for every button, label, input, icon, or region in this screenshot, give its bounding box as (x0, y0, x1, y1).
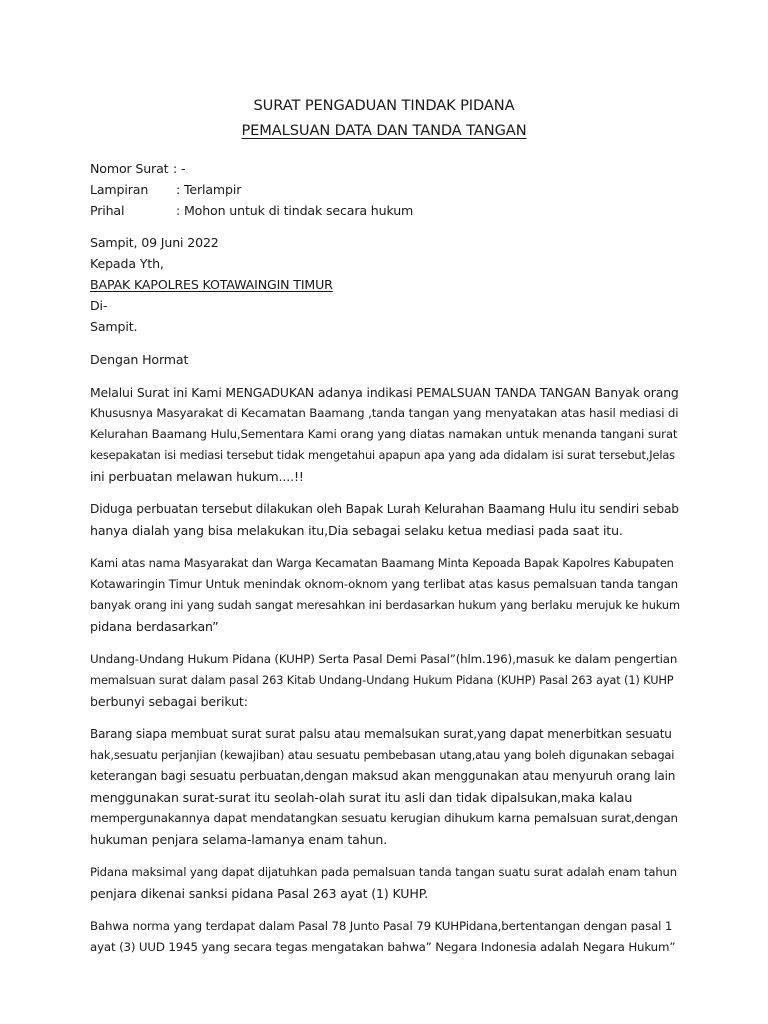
meta-value: : Mohon untuk di tindak secara hukum (176, 203, 414, 218)
meta-label: Nomor Surat (90, 161, 169, 176)
paragraph-4 (90, 649, 678, 712)
text-line: Kami atas nama Masyarakat dan Warga Kecamatan Baamang Minta Kepoada Bapak Kapolres Kabupaten (90, 556, 674, 570)
title-line-2: PEMALSUAN DATA DAN TANDA TANGAN (241, 122, 527, 139)
letter-meta (90, 158, 678, 221)
paragraph-1 (90, 382, 678, 487)
text-line: menggunakan surat-surat itu seolah-olah surat itu asli dan tidak dipalsukan,maka kalau (90, 790, 633, 805)
text-line: kesepakatan isi mediasi tersebut tidak mengetahui apapun apa yang ada didalam isi surat tersebut,Jelas (90, 448, 675, 462)
meta-row-lampiran (90, 179, 678, 200)
paragraph-7 (90, 916, 678, 958)
letter-body (90, 93, 678, 958)
text-line: keterangan bagi sesuatu perbuatan,dengan maksud akan menggunakan atau menyuruh orang lain (90, 769, 676, 783)
meta-row-prihal (90, 200, 678, 221)
address-block (90, 232, 678, 337)
paragraph-6 (90, 862, 678, 904)
salutation-to: Kepada Yth, (90, 256, 164, 271)
text-line: Pidana maksimal yang dapat dijatuhkan pada pemalsuan tanda tangan suatu surat adalah enam tahun (90, 865, 677, 879)
text-line: Bahwa norma yang terdapat dalam Pasal 78 Junto Pasal 79 KUHPidana,bertentangan dengan pasal 1 (90, 919, 673, 933)
letter-title (90, 93, 678, 143)
text-segment: Diduga perbuatan tersebut dilakukan oleh (90, 502, 346, 516)
text-line: hukuman penjara selama-lamanya enam tahun. (90, 832, 388, 847)
recipient: BAPAK KAPOLRES KOTAWAINGIN TIMUR (90, 277, 333, 292)
paragraph-3 (90, 553, 678, 637)
text-line: Kelurahan Baamang Hulu,Sementara Kami orang yang diatas namakan untuk menanda tangani surat (90, 427, 678, 441)
paragraph-5 (90, 724, 678, 850)
text-line: ayat (3) UUD 1945 yang secara tegas mengatakan bahwa” Negara Indonesia adalah Negara Hukum” (90, 940, 676, 954)
text-line: berbunyi sebagai berikut: (90, 694, 248, 709)
text-line: banyak orang ini yang sudah sangat meresahkan ini berdasarkan hukum yang berlaku merujuk ke hukum (90, 598, 680, 612)
text-line: Barang siapa membuat surat surat palsu atau memalsukan surat,yang dapat menerbitkan sesuatu (90, 727, 672, 741)
title-line-1: SURAT PENGADUAN TINDAK PIDANA (253, 97, 515, 114)
text-line: penjara dikenai sanksi pidana Pasal 263 ayat (1) KUHP. (90, 886, 429, 901)
text-line: mempergunakannya dapat mendatangkan sesuatu kerugian dihukum karna pemalsuan surat,dengan (90, 811, 678, 825)
place-date: Sampit, 09 Juni 2022 (90, 235, 219, 250)
meta-value: : - (173, 161, 186, 176)
text-line: Melalui Surat ini Kami MENGADUKAN adanya indikasi PEMALSUAN TANDA TANGAN Banyak orang (90, 385, 679, 400)
text-line: Khususnya Masyarakat di Kecamatan Baamang ,tanda tangan yang menyatakan atas hasil mediasi di (90, 406, 679, 420)
accused-name: Bapak Lurah Kelurahan Baamang Hulu (345, 502, 577, 516)
city-line: Sampit. (90, 319, 138, 334)
meta-label: Prihal (90, 203, 125, 218)
text-segment: itu sendiri sebab (576, 502, 679, 516)
meta-label: Lampiran (90, 182, 149, 197)
text-line (90, 499, 678, 520)
text-line: hanya dialah yang bisa melakukan itu,Dia sebagai selaku ketua mediasi pada saat itu. (90, 523, 623, 538)
paragraph-2 (90, 499, 678, 541)
text-line: hak,sesuatu perjanjian (kewajiban) atau sesuatu pembebasan utang,atau yang boleh digunakan sebagai (90, 748, 675, 762)
greeting: Dengan Hormat (90, 352, 189, 367)
meta-row-nomor (90, 158, 678, 179)
di-line: Di- (90, 298, 108, 313)
text-line: ini perbuatan melawan hukum....!! (90, 469, 304, 484)
text-line: pidana berdasarkan” (90, 619, 219, 634)
meta-value: : Terlampir (176, 182, 242, 197)
text-line: memalsuan surat dalam pasal 263 Kitab Undang-Undang Hukum Pidana (KUHP) Pasal 263 ayat (1) KUHP (90, 673, 674, 687)
text-line: Kotawaringin Timur Untuk menindak oknom-oknom yang terlibat atas kasus pemalsuan tanda tangan (90, 577, 679, 591)
text-line: Undang-Undang Hukum Pidana (KUHP) Serta Pasal Demi Pasal”(hlm.196),masuk ke dalam pengertian (90, 652, 678, 666)
